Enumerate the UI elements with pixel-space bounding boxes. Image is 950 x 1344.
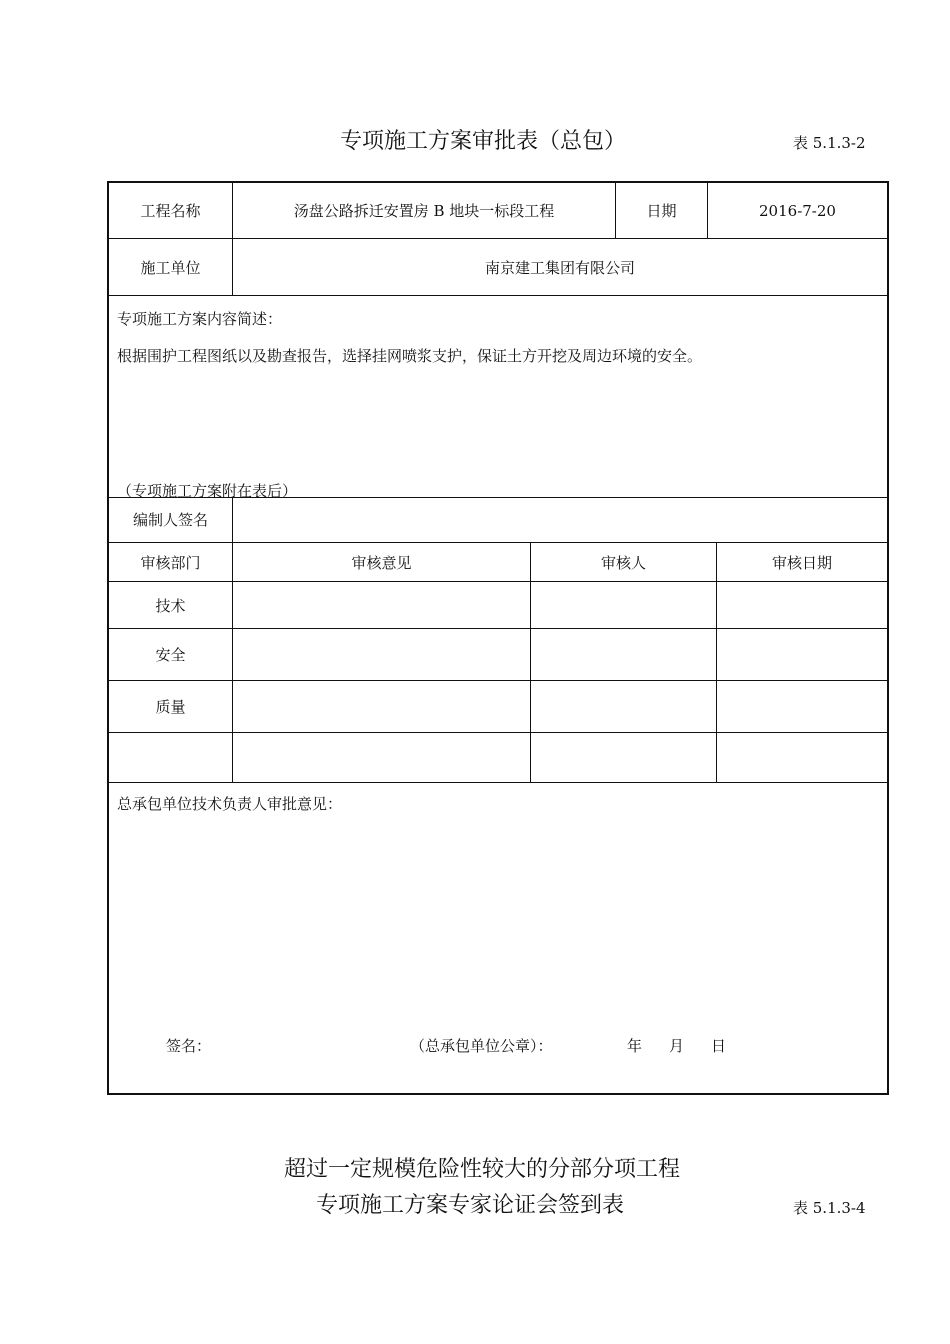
summary-body: 根据围护工程图纸以及勘查报告，选择挂网喷浆支护，保证土方开挖及周边环境的安全。: [117, 347, 703, 365]
next-form-title-line2: 专项施工方案专家论证会签到表: [316, 1193, 625, 1218]
review-date-cell[interactable]: [717, 733, 887, 782]
approval-seal-label: （总承包单位公章）：: [410, 1037, 553, 1055]
preparer-signature-field[interactable]: [233, 497, 887, 542]
review-date-cell[interactable]: [717, 681, 887, 732]
next-form-title-line1: 超过一定规模危险性较大的分部分项工程: [284, 1157, 681, 1182]
approval-year-label: 年: [627, 1037, 643, 1055]
review-opinion-cell[interactable]: [233, 629, 530, 680]
review-opinion-cell[interactable]: [233, 733, 530, 782]
review-header-department: 审核部门: [140, 553, 201, 572]
reviewer-cell[interactable]: [531, 733, 716, 782]
approval-signature-label: 签名：: [166, 1037, 212, 1055]
review-opinion-cell[interactable]: [233, 681, 530, 732]
construction-unit-value: 南京建工集团有限公司: [484, 258, 635, 277]
preparer-signature-label: 编制人签名: [132, 511, 208, 529]
reviewer-cell[interactable]: [531, 582, 716, 628]
review-department-quality: 质量: [155, 698, 186, 716]
next-form-code: 表 5.1.3-4: [793, 1199, 866, 1217]
construction-unit-label: 施工单位: [140, 258, 201, 277]
review-header-reviewer: 审核人: [600, 553, 646, 572]
review-department-technical: 技术: [155, 596, 186, 615]
summary-heading: 专项施工方案内容简述：: [117, 310, 283, 328]
form-code: 表 5.1.3-2: [793, 134, 866, 152]
project-name-value: 汤盘公路拆迁安置房 B 地块一标段工程: [293, 202, 555, 220]
approval-heading: 总承包单位技术负责人审批意见：: [117, 795, 343, 813]
review-header-date: 审核日期: [771, 553, 832, 572]
project-name-label: 工程名称: [140, 202, 201, 220]
page-title: 专项施工方案审批表（总包）: [340, 129, 627, 154]
approval-day-label: 日: [711, 1037, 727, 1055]
date-value: 2016-7-20: [759, 201, 836, 220]
reviewer-cell[interactable]: [531, 629, 716, 680]
review-department-blank[interactable]: [109, 733, 232, 782]
approval-month-label: 月: [669, 1037, 685, 1055]
review-header-opinion: 审核意见: [351, 553, 412, 572]
review-department-safety: 安全: [155, 646, 186, 664]
row-divider: [109, 782, 887, 783]
review-date-cell[interactable]: [717, 629, 887, 680]
review-opinion-cell[interactable]: [233, 582, 530, 628]
date-label: 日期: [646, 202, 677, 220]
reviewer-cell[interactable]: [531, 681, 716, 732]
review-date-cell[interactable]: [717, 582, 887, 628]
summary-attachment-note: （专项施工方案附在表后）: [117, 482, 298, 500]
row-divider: [109, 295, 887, 296]
